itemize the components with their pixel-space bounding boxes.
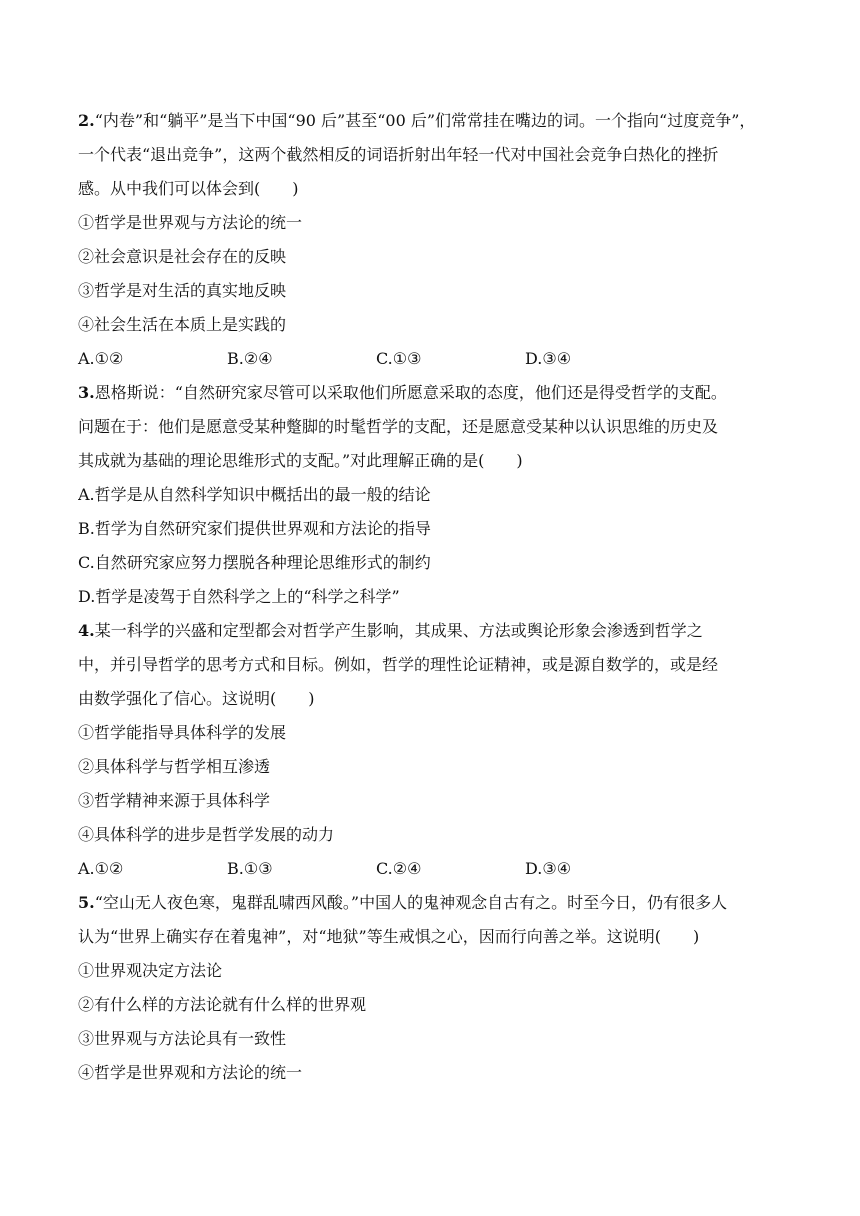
statement: ①世界观决定方法论 (78, 961, 223, 980)
question-number: 5. (78, 893, 95, 912)
question-2 (78, 104, 790, 376)
question-stem-line: 问题在于：他们是愿意受某种蹩脚的时髦哲学的支配，还是愿意受某种以认识思维的历史及 (78, 417, 719, 436)
option: A.哲学是从自然科学知识中概括出的最一般的结论 (78, 485, 431, 504)
question-stem-line: 认为“世界上确实存在着鬼神”，对“地狱”等生戒惧之心，因而行向善之举。这说明( ) (78, 927, 700, 946)
statement: ④具体科学的进步是哲学发展的动力 (78, 825, 335, 844)
statement: ④社会生活在本质上是实践的 (78, 315, 287, 334)
choice-d: D.③④ (525, 349, 572, 368)
question-stem-line: 2.“内卷”和“躺平”是当下中国“90 后”甚至“00 后”们常常挂在嘴边的词。一个指向“过度竞争”， (78, 111, 756, 130)
choice-a: A.①② (78, 859, 124, 878)
statement: ③哲学是对生活的真实地反映 (78, 281, 287, 300)
statement: ①哲学能指导具体科学的发展 (78, 723, 287, 742)
question-stem-line: 中，并引导哲学的思考方式和目标。例如，哲学的理性论证精神，或是源自数学的，或是经 (78, 655, 719, 674)
statement: ①哲学是世界观与方法论的统一 (78, 213, 303, 232)
statement: ②具体科学与哲学相互渗透 (78, 757, 271, 776)
statement: ③哲学精神来源于具体科学 (78, 791, 271, 810)
question-stem-line: 由数学强化了信心。这说明( ) (78, 689, 315, 708)
question-3 (78, 376, 790, 614)
question-5 (78, 886, 790, 1090)
option: B.哲学为自然研究家们提供世界观和方法论的指导 (78, 519, 431, 538)
choice-c: C.②④ (376, 859, 422, 878)
choice-d: D.③④ (525, 859, 572, 878)
choice-b: B.②④ (227, 349, 273, 368)
choice-b: B.①③ (227, 859, 273, 878)
option: C.自然研究家应努力摆脱各种理论思维形式的制约 (78, 553, 431, 572)
answer-choices (78, 852, 790, 886)
question-stem-line: 5.“空山无人夜色寒，鬼群乱啸西风酸。”中国人的鬼神观念自古有之。时至今日，仍有很多人 (78, 893, 728, 912)
statement: ④哲学是世界观和方法论的统一 (78, 1063, 303, 1082)
question-stem-line: 3.恩格斯说：“自然研究家尽管可以采取他们所愿意采取的态度，他们还是得受哲学的支配。 (78, 383, 727, 402)
statement: ②社会意识是社会存在的反映 (78, 247, 287, 266)
exam-page (78, 104, 790, 1090)
question-stem-line: 感。从中我们可以体会到( ) (78, 179, 299, 198)
question-number: 2. (78, 111, 95, 130)
choice-c: C.①③ (376, 349, 422, 368)
question-number: 4. (78, 621, 95, 640)
choice-a: A.①② (78, 349, 124, 368)
option: D.哲学是凌驾于自然科学之上的“科学之科学” (78, 587, 400, 606)
question-stem-line: 一个代表“退出竞争”，这两个截然相反的词语折射出年轻一代对中国社会竞争白热化的挫折 (78, 145, 719, 164)
question-number: 3. (78, 383, 95, 402)
statement: ②有什么样的方法论就有什么样的世界观 (78, 995, 367, 1014)
question-4 (78, 614, 790, 886)
question-stem-line: 4.某一科学的兴盛和定型都会对哲学产生影响，其成果、方法或舆论形象会渗透到哲学之 (78, 621, 703, 640)
answer-choices (78, 342, 790, 376)
question-stem-line: 其成就为基础的理论思维形式的支配。”对此理解正确的是( ) (78, 451, 523, 470)
statement: ③世界观与方法论具有一致性 (78, 1029, 287, 1048)
